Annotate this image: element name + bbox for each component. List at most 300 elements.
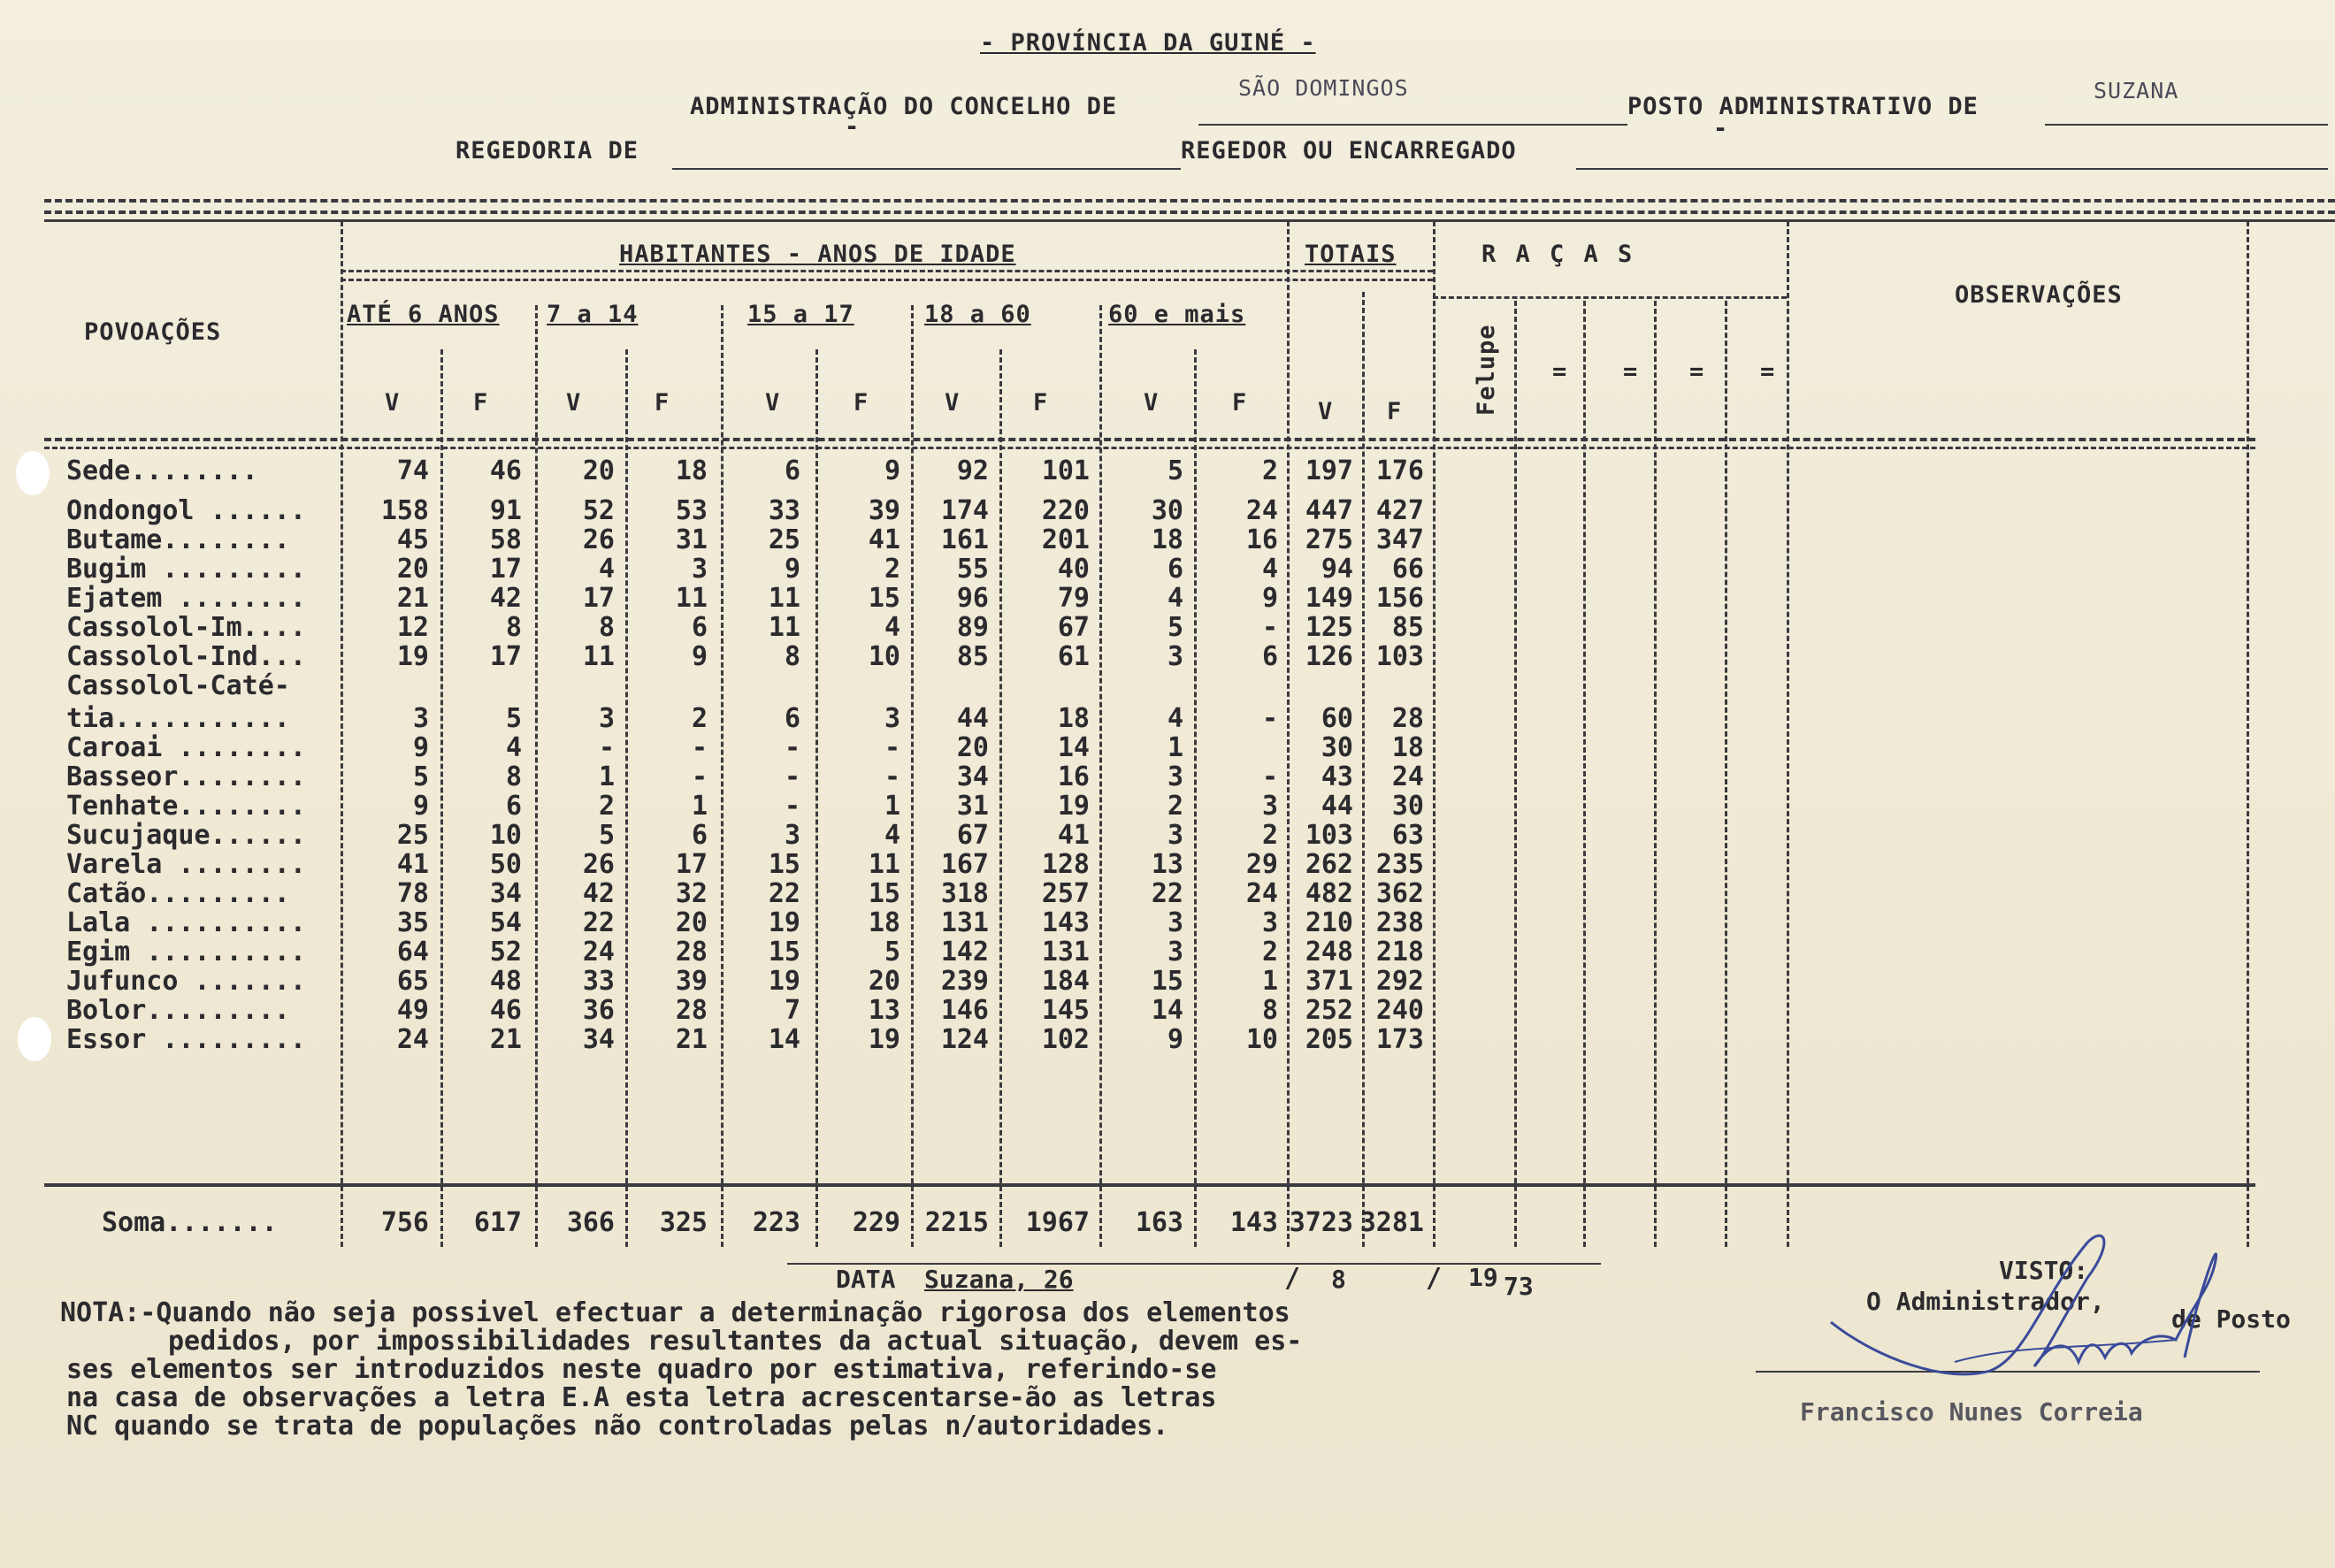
table-cell: 39 xyxy=(675,966,708,997)
table-cell: - xyxy=(691,761,708,792)
table-cell: 11 xyxy=(868,849,900,880)
f-label-5: F xyxy=(1232,389,1248,417)
table-cell: 41 xyxy=(868,524,900,555)
col-rule-18 xyxy=(2247,221,2249,1247)
table-cell: 19 xyxy=(768,907,800,938)
table-cell: 3 xyxy=(884,703,900,734)
table-cell: 143 xyxy=(1041,907,1090,938)
nota-line-1: pedidos, por impossibilidades resultantes da actual situação, devem es- xyxy=(168,1326,1303,1357)
table-cell: 21 xyxy=(675,1024,708,1055)
table-cell: 18 xyxy=(868,907,900,938)
table-cell: 94 xyxy=(1321,554,1353,585)
table-cell: 34 xyxy=(582,1024,615,1055)
table-cell: 65 xyxy=(396,966,429,997)
table-cell: - xyxy=(884,761,900,792)
table-cell: 3 xyxy=(1167,641,1183,672)
table-cell: 21 xyxy=(489,1024,522,1055)
table-cell: 31 xyxy=(956,791,989,822)
table-cell: 20 xyxy=(868,966,900,997)
soma-cell: 223 xyxy=(752,1207,800,1238)
regedor-label: REGEDOR OU ENCARREGADO xyxy=(1181,137,1517,164)
v-label-4: V xyxy=(945,389,961,417)
povoacao-name: Jufunco ....... xyxy=(66,966,306,997)
age-group-7-14: 7 a 14 xyxy=(547,301,639,328)
f-label-1: F xyxy=(473,389,489,417)
table-cell: 18 xyxy=(675,455,708,486)
table-cell: 3 xyxy=(1167,937,1183,968)
table-cell: 19 xyxy=(1057,791,1090,822)
table-cell: 9 xyxy=(784,554,800,585)
table-cell: 22 xyxy=(582,907,615,938)
table-cell: 44 xyxy=(1321,791,1353,822)
table-cell: 74 xyxy=(396,455,429,486)
table-cell: 235 xyxy=(1375,849,1424,880)
table-cell: - xyxy=(784,761,800,792)
soma-cell: 163 xyxy=(1135,1207,1183,1238)
header-rule-3 xyxy=(44,219,2335,222)
table-cell: 96 xyxy=(956,583,989,614)
regedoria-label: REGEDORIA DE xyxy=(456,137,639,164)
table-cell: 48 xyxy=(489,966,522,997)
table-cell: 91 xyxy=(489,495,522,526)
v-label-total: V xyxy=(1318,398,1334,425)
header-rule-1 xyxy=(44,199,2335,203)
soma-cell: 229 xyxy=(852,1207,900,1238)
povoacao-name: Egim .......... xyxy=(66,937,306,968)
table-cell: 5 xyxy=(505,703,522,734)
table-cell: 8 xyxy=(505,612,522,643)
soma-cell: 325 xyxy=(659,1207,708,1238)
table-cell: 447 xyxy=(1305,495,1353,526)
table-cell: 3 xyxy=(412,703,429,734)
table-cell: 46 xyxy=(489,995,522,1026)
table-cell: 8 xyxy=(1261,995,1278,1026)
table-cell: 210 xyxy=(1305,907,1353,938)
table-cell: 33 xyxy=(582,966,615,997)
table-cell: 24 xyxy=(1245,495,1278,526)
table-cell: 6 xyxy=(691,820,708,851)
table-cell: 24 xyxy=(1245,878,1278,909)
table-cell: 25 xyxy=(396,820,429,851)
soma-cell: 756 xyxy=(380,1207,429,1238)
totais-header: TOTAIS xyxy=(1305,241,1397,268)
table-cell: 102 xyxy=(1041,1024,1090,1055)
table-cell: 158 xyxy=(380,495,429,526)
table-cell: 52 xyxy=(489,937,522,968)
table-cell: 40 xyxy=(1057,554,1090,585)
f-label-2: F xyxy=(655,389,670,417)
table-cell: 44 xyxy=(956,703,989,734)
table-cell: 45 xyxy=(396,524,429,555)
table-cell: 6 xyxy=(1167,554,1183,585)
table-cell: 85 xyxy=(956,641,989,672)
table-cell: 362 xyxy=(1375,878,1424,909)
posto-value: SUZANA xyxy=(2094,78,2179,103)
visto-label: VISTO: xyxy=(1999,1256,2089,1285)
col-rule-15 xyxy=(1654,301,1657,1247)
soma-cell: 3723 xyxy=(1289,1207,1353,1238)
table-cell: 34 xyxy=(956,761,989,792)
table-cell: 9 xyxy=(412,791,429,822)
table-cell: 58 xyxy=(489,524,522,555)
table-cell: 13 xyxy=(868,995,900,1026)
table-cell: 13 xyxy=(1151,849,1183,880)
table-cell: 24 xyxy=(582,937,615,968)
table-cell: 3 xyxy=(1167,907,1183,938)
povoacao-name: Cassolol-Im.... xyxy=(66,612,306,643)
f-label-3: F xyxy=(854,389,869,417)
table-cell: 34 xyxy=(489,878,522,909)
table-cell: 20 xyxy=(675,907,708,938)
table-cell: 2 xyxy=(1261,937,1278,968)
administrador-label: O Administrador, xyxy=(1866,1287,2105,1316)
table-cell: 3 xyxy=(784,820,800,851)
table-cell: 5 xyxy=(1167,455,1183,486)
v-label-5: V xyxy=(1144,389,1160,417)
table-cell: - xyxy=(784,732,800,763)
table-cell: - xyxy=(691,732,708,763)
table-cell: 35 xyxy=(396,907,429,938)
table-cell: 318 xyxy=(940,878,989,909)
table-cell: 205 xyxy=(1305,1024,1353,1055)
table-cell: 6 xyxy=(784,703,800,734)
table-cell: 24 xyxy=(1391,761,1424,792)
povoacao-name: Caroai ........ xyxy=(66,732,306,763)
table-cell: 41 xyxy=(1057,820,1090,851)
posto-underline xyxy=(2045,124,2328,126)
table-cell: 1 xyxy=(691,791,708,822)
race-blank-1: = xyxy=(1552,358,1568,386)
povoacao-name: Bugim ......... xyxy=(66,554,306,585)
povoacao-name: Sucujaque...... xyxy=(66,820,306,851)
table-cell: - xyxy=(1261,761,1278,792)
table-cell: - xyxy=(598,732,615,763)
table-cell: 240 xyxy=(1375,995,1424,1026)
nota-first-line: NOTA:-Quando não seja possivel efectuar a determinação rigorosa dos elementos xyxy=(60,1297,1290,1328)
table-cell: 20 xyxy=(582,455,615,486)
table-cell: - xyxy=(1261,703,1278,734)
table-cell: 2 xyxy=(884,554,900,585)
table-cell: 50 xyxy=(489,849,522,880)
table-cell: 19 xyxy=(868,1024,900,1055)
table-cell: 29 xyxy=(1245,849,1278,880)
table-cell: 10 xyxy=(489,820,522,851)
date-slash-2: / xyxy=(1426,1263,1443,1294)
table-cell: 46 xyxy=(489,455,522,486)
table-cell: 30 xyxy=(1321,732,1353,763)
table-cell: 161 xyxy=(940,524,989,555)
table-cell: 176 xyxy=(1375,455,1424,486)
table-cell: 33 xyxy=(768,495,800,526)
table-cell: 252 xyxy=(1305,995,1353,1026)
data-place: Suzana, 26 xyxy=(924,1265,1074,1294)
habitantes-header: HABITANTES - ANOS DE IDADE xyxy=(619,241,1016,268)
regedor-underline xyxy=(1576,168,2328,170)
table-cell: 15 xyxy=(768,937,800,968)
table-cell: 1 xyxy=(1167,732,1183,763)
age-group-0-6: ATÉ 6 ANOS xyxy=(347,301,500,328)
race-blank-4: = xyxy=(1760,358,1776,386)
soma-cell: 143 xyxy=(1229,1207,1278,1238)
table-cell: 42 xyxy=(582,878,615,909)
table-cell: 103 xyxy=(1305,820,1353,851)
table-cell: - xyxy=(884,732,900,763)
povoacao-name: Tenhate........ xyxy=(66,791,306,822)
v-label-1: V xyxy=(385,389,401,417)
table-cell: 41 xyxy=(396,849,429,880)
date-slash-1: / xyxy=(1284,1263,1301,1294)
age-group-15-17: 15 a 17 xyxy=(747,301,854,328)
povoacao-name: Sede........ xyxy=(66,455,258,486)
povoacao-name: Basseor........ xyxy=(66,761,306,792)
povoacao-name: Essor ......... xyxy=(66,1024,306,1055)
table-cell: 128 xyxy=(1041,849,1090,880)
table-cell: 22 xyxy=(1151,878,1183,909)
table-cell: 9 xyxy=(1261,583,1278,614)
table-cell: 146 xyxy=(940,995,989,1026)
table-cell: 2 xyxy=(1261,455,1278,486)
table-cell: 92 xyxy=(956,455,989,486)
racas-header: R A Ç A S xyxy=(1481,241,1635,268)
povoacao-name: Ejatem ........ xyxy=(66,583,306,614)
age-group-18-60: 18 a 60 xyxy=(924,301,1031,328)
table-cell: 19 xyxy=(768,966,800,997)
table-cell: 67 xyxy=(1057,612,1090,643)
table-cell: 28 xyxy=(1391,703,1424,734)
table-cell: 125 xyxy=(1305,612,1353,643)
table-cell: 14 xyxy=(1057,732,1090,763)
table-cell: 101 xyxy=(1041,455,1090,486)
table-cell: 1 xyxy=(884,791,900,822)
document-title: - PROVÍNCIA DA GUINÉ - xyxy=(980,29,1316,57)
povoacao-name: Catão......... xyxy=(66,878,290,909)
table-cell: 12 xyxy=(396,612,429,643)
concelho-underline xyxy=(1198,124,1627,126)
table-cell: 30 xyxy=(1151,495,1183,526)
table-cell: 17 xyxy=(489,641,522,672)
table-cell: 2 xyxy=(1261,820,1278,851)
table-cell: 36 xyxy=(582,995,615,1026)
table-cell: 16 xyxy=(1057,761,1090,792)
table-cell: 54 xyxy=(489,907,522,938)
table-cell: 6 xyxy=(505,791,522,822)
soma-cell: 1967 xyxy=(1025,1207,1090,1238)
f-label-total: F xyxy=(1387,398,1403,425)
table-cell: 30 xyxy=(1391,791,1424,822)
table-cell: 15 xyxy=(868,583,900,614)
table-cell: - xyxy=(784,791,800,822)
table-cell: 26 xyxy=(582,849,615,880)
regedoria-underline xyxy=(672,168,1181,170)
table-cell: 262 xyxy=(1305,849,1353,880)
table-cell: 43 xyxy=(1321,761,1353,792)
nota-line-4: NC quando se trata de populações não controladas pelas n/autoridades. xyxy=(66,1411,1169,1442)
data-year-prefix: 19 xyxy=(1468,1263,1498,1292)
data-label: DATA xyxy=(836,1265,896,1294)
table-cell: 16 xyxy=(1245,524,1278,555)
table-cell: 19 xyxy=(396,641,429,672)
table-cell: 9 xyxy=(691,641,708,672)
table-cell: 3 xyxy=(691,554,708,585)
table-cell: 78 xyxy=(396,878,429,909)
table-header-rule-2 xyxy=(44,447,2255,449)
povoacoes-header: POVOAÇÕES xyxy=(84,318,222,346)
soma-cell: 3281 xyxy=(1359,1207,1424,1238)
povoacao-name: Ondongol ...... xyxy=(66,495,306,526)
table-cell: 6 xyxy=(784,455,800,486)
table-cell: 174 xyxy=(940,495,989,526)
povoacao-name: tia........... xyxy=(66,703,290,734)
col-rule-5 xyxy=(815,349,818,1247)
table-cell: 2 xyxy=(1167,791,1183,822)
table-cell: 1 xyxy=(1261,966,1278,997)
table-cell: 25 xyxy=(768,524,800,555)
table-cell: 39 xyxy=(868,495,900,526)
table-cell: 5 xyxy=(884,937,900,968)
table-cell: 6 xyxy=(691,612,708,643)
table-cell: 31 xyxy=(675,524,708,555)
table-cell: 20 xyxy=(396,554,429,585)
table-cell: 18 xyxy=(1391,732,1424,763)
table-cell: 9 xyxy=(884,455,900,486)
table-cell: 11 xyxy=(768,583,800,614)
povoacao-name: Cassolol-Caté- xyxy=(66,670,290,701)
v-label-2: V xyxy=(566,389,582,417)
col-rule-14 xyxy=(1583,301,1586,1247)
de-posto-label: de Posto xyxy=(2171,1304,2291,1334)
table-cell: 103 xyxy=(1375,641,1424,672)
table-cell: 6 xyxy=(1261,641,1278,672)
table-cell: 2 xyxy=(598,791,615,822)
col-rule-13 xyxy=(1514,301,1517,1247)
table-header-rule xyxy=(44,438,2255,441)
col-rule-7 xyxy=(999,349,1002,1247)
race-blank-3: = xyxy=(1689,358,1705,386)
race-felupe: Felupe xyxy=(1473,324,1500,416)
table-cell: 7 xyxy=(784,995,800,1026)
concelho-value: SÃO DOMINGOS xyxy=(1238,75,1409,101)
observacoes-header: OBSERVAÇÕES xyxy=(1955,281,2123,309)
soma-cell: 617 xyxy=(473,1207,522,1238)
table-cell: 20 xyxy=(956,732,989,763)
table-cell: 66 xyxy=(1391,554,1424,585)
table-cell: 21 xyxy=(396,583,429,614)
col-rule-12 xyxy=(1433,221,1435,1247)
data-month: 8 xyxy=(1331,1265,1346,1294)
concelho-label: ADMINISTRAÇÃO DO CONCELHO DE xyxy=(690,93,1118,120)
povoacao-name: Butame........ xyxy=(66,524,290,555)
col-rule-17 xyxy=(1787,221,1789,1247)
data-year: 73 xyxy=(1504,1272,1534,1301)
nota-line-3: na casa de observações a letra E.A esta letra acrescentarse-ão as letras xyxy=(66,1382,1217,1413)
table-cell: 4 xyxy=(1167,703,1183,734)
punch-hole-top xyxy=(16,451,50,495)
f-label-4: F xyxy=(1033,389,1049,417)
table-cell: 248 xyxy=(1305,937,1353,968)
racas-rule xyxy=(1433,296,1787,299)
race-blank-2: = xyxy=(1623,358,1639,386)
habitantes-rule-2 xyxy=(341,279,1433,281)
table-cell: 149 xyxy=(1305,583,1353,614)
table-cell: 32 xyxy=(675,878,708,909)
table-cell: 85 xyxy=(1391,612,1424,643)
table-cell: 10 xyxy=(1245,1024,1278,1055)
soma-cell: 2215 xyxy=(924,1207,989,1238)
table-cell: 197 xyxy=(1305,455,1353,486)
table-cell: 11 xyxy=(582,641,615,672)
table-cell: 218 xyxy=(1375,937,1424,968)
table-cell: 8 xyxy=(784,641,800,672)
soma-cell: 366 xyxy=(566,1207,615,1238)
povoacao-name: Varela ........ xyxy=(66,849,306,880)
table-cell: 52 xyxy=(582,495,615,526)
table-cell: 61 xyxy=(1057,641,1090,672)
table-cell: 145 xyxy=(1041,995,1090,1026)
table-cell: 22 xyxy=(768,878,800,909)
table-cell: 131 xyxy=(1041,937,1090,968)
table-cell: 482 xyxy=(1305,878,1353,909)
table-cell: 1 xyxy=(598,761,615,792)
col-rule-9 xyxy=(1194,349,1197,1247)
col-rule-16 xyxy=(1725,301,1727,1247)
table-cell: 131 xyxy=(940,907,989,938)
table-cell: 347 xyxy=(1375,524,1424,555)
table-cell: 156 xyxy=(1375,583,1424,614)
table-cell: 3 xyxy=(1167,820,1183,851)
table-cell: 201 xyxy=(1041,524,1090,555)
age-group-60-plus: 60 e mais xyxy=(1108,301,1246,328)
table-cell: 124 xyxy=(940,1024,989,1055)
table-cell: 292 xyxy=(1375,966,1424,997)
col-rule-names xyxy=(341,221,343,1247)
table-cell: 4 xyxy=(598,554,615,585)
table-cell: 11 xyxy=(675,583,708,614)
table-cell: 2 xyxy=(691,703,708,734)
soma-label: Soma....... xyxy=(102,1207,278,1238)
table-cell: 184 xyxy=(1041,966,1090,997)
table-cell: 67 xyxy=(956,820,989,851)
table-cell: 17 xyxy=(489,554,522,585)
punch-hole-bottom xyxy=(18,1017,51,1061)
table-cell: 28 xyxy=(675,937,708,968)
table-cell: 55 xyxy=(956,554,989,585)
handwritten-signature xyxy=(1822,1207,2229,1411)
table-cell: 167 xyxy=(940,849,989,880)
table-cell: 9 xyxy=(412,732,429,763)
habitantes-rule xyxy=(341,270,1433,272)
table-cell: 4 xyxy=(884,612,900,643)
table-cell: 15 xyxy=(868,878,900,909)
header-rule-2 xyxy=(44,210,2335,214)
table-cell: 79 xyxy=(1057,583,1090,614)
table-cell: 26 xyxy=(582,524,615,555)
table-cell: 17 xyxy=(582,583,615,614)
table-cell: 49 xyxy=(396,995,429,1026)
table-cell: 17 xyxy=(675,849,708,880)
table-cell: 3 xyxy=(1261,791,1278,822)
table-cell: 14 xyxy=(1151,995,1183,1026)
table-cell: 4 xyxy=(505,732,522,763)
table-cell: 257 xyxy=(1041,878,1090,909)
table-cell: 14 xyxy=(768,1024,800,1055)
v-label-3: V xyxy=(765,389,781,417)
col-rule-8 xyxy=(1099,305,1102,1247)
table-cell: 24 xyxy=(396,1024,429,1055)
table-cell: 42 xyxy=(489,583,522,614)
table-cell: 18 xyxy=(1151,524,1183,555)
table-cell: 5 xyxy=(598,820,615,851)
table-cell: 63 xyxy=(1391,820,1424,851)
